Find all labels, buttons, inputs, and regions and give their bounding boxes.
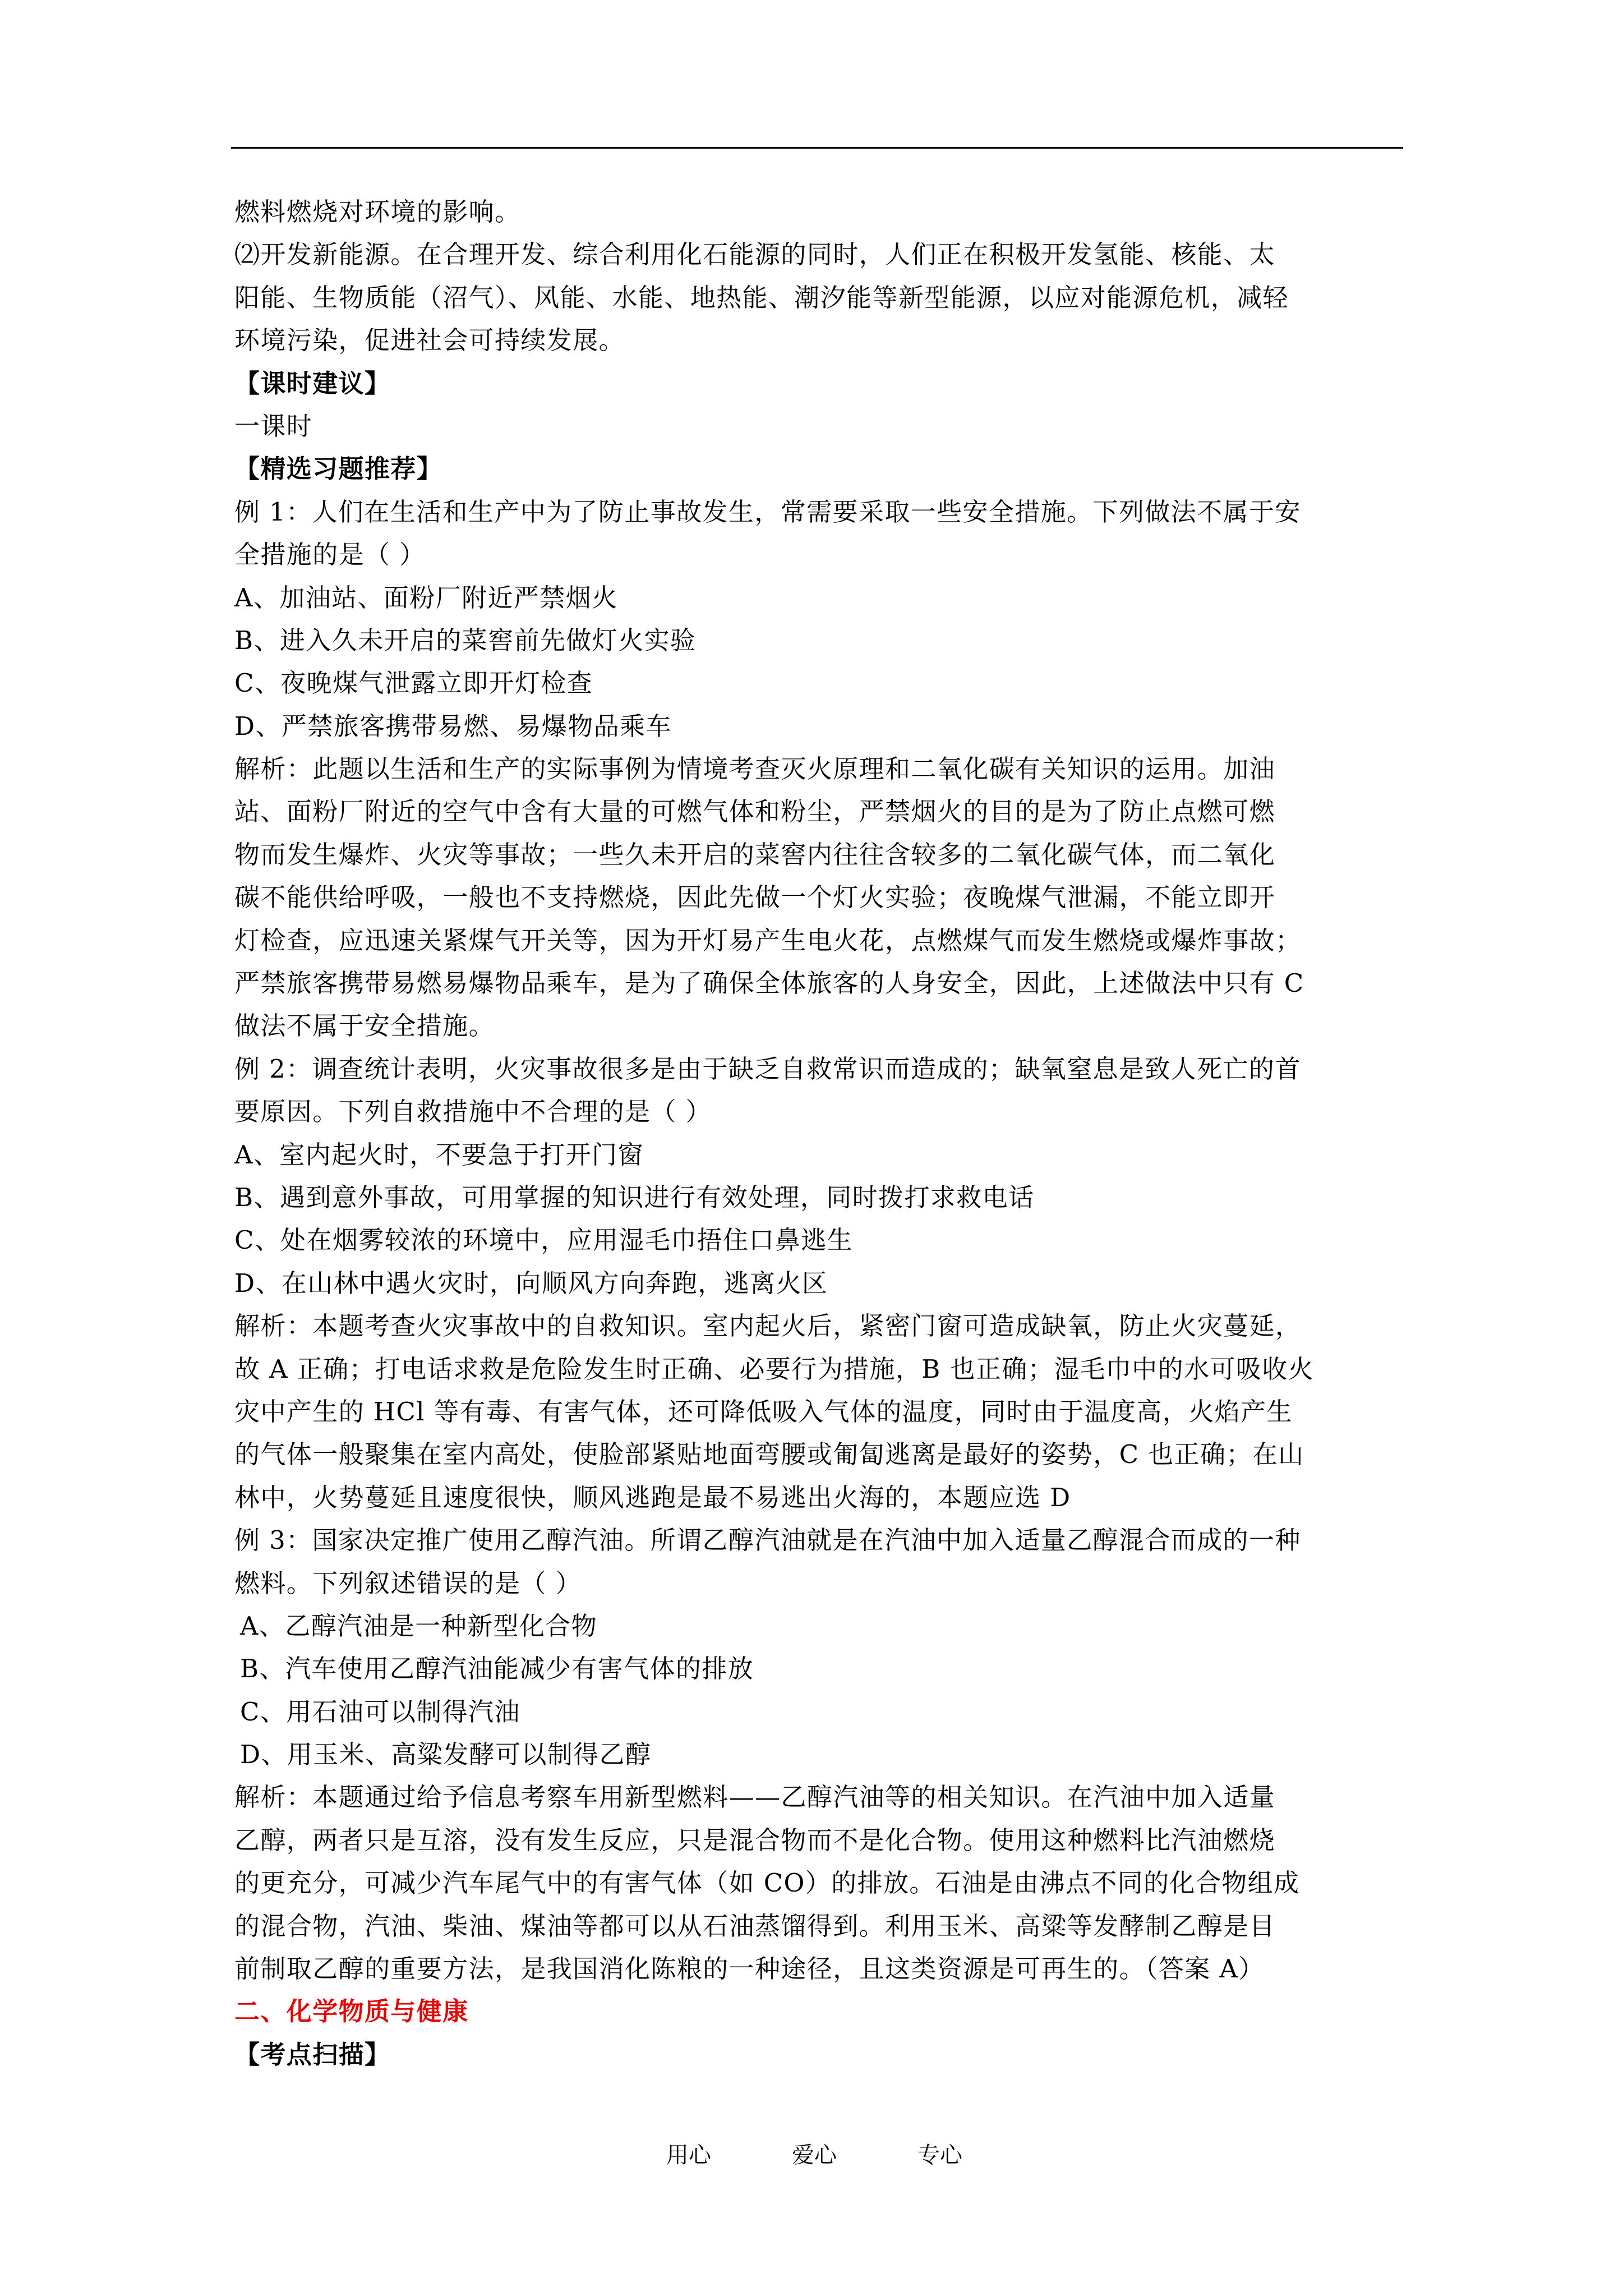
text-line: ⑵开发新能源。在合理开发、综合利用化石能源的同时，人们正在积极开发氢能、核能、太 bbox=[234, 240, 1276, 270]
option-line: C、处在烟雾较浓的环境中，应用湿毛巾捂住口鼻逃生 bbox=[234, 1225, 854, 1255]
section-label-lesson-advice: 【课时建议】 bbox=[234, 368, 391, 398]
option-line: B、遇到意外事故，可用掌握的知识进行有效处理，同时拨打求救电话 bbox=[234, 1182, 1035, 1212]
option-line: D、用玉米、高粱发酵可以制得乙醇 bbox=[240, 1740, 652, 1770]
page-footer bbox=[0, 2138, 1623, 2172]
text-line: 的更充分，可减少汽车尾气中的有害气体（如 CO）的排放。石油是由沸点不同的化合物组成 bbox=[234, 1868, 1300, 1898]
page-content bbox=[234, 191, 1412, 2076]
option-line: B、进入久未开启的菜窖前先做灯火实验 bbox=[234, 625, 697, 655]
option-line: D、在山林中遇火灾时，向顺风方向奔跑，逃离火区 bbox=[234, 1268, 828, 1298]
text-line: 阳能、生物质能（沼气）、风能、水能、地热能、潮汐能等新型能源，以应对能源危机，减轻 bbox=[234, 282, 1289, 312]
text-line: 灾中产生的 HCl 等有毒、有害气体，还可降低吸入气体的温度，同时由于温度高，火焰产生 bbox=[234, 1396, 1293, 1427]
option-line: A、加油站、面粉厂附近严禁烟火 bbox=[234, 582, 618, 613]
text-line: 碳不能供给呼吸，一般也不支持燃烧，因此先做一个灯火实验；夜晚煤气泄漏，不能立即开 bbox=[234, 882, 1276, 913]
analysis-line: 解析：本题通过给予信息考察车用新型燃料——乙醇汽油等的相关知识。在汽油中加入适量 bbox=[234, 1782, 1276, 1812]
option-line: C、夜晚煤气泄露立即开灯检查 bbox=[234, 668, 593, 698]
text-line: 全措施的是（ ） bbox=[234, 540, 426, 570]
text-line: 严禁旅客携带易燃易爆物品乘车，是为了确保全体旅客的人身安全，因此，上述做法中只有 C bbox=[234, 968, 1304, 999]
text-line: 要原因。下列自救措施中不合理的是（ ） bbox=[234, 1097, 712, 1127]
text-line: 燃料。下列叙述错误的是（ ） bbox=[234, 1568, 582, 1598]
section-label-selected-exercises: 【精选习题推荐】 bbox=[234, 454, 443, 484]
option-line: A、乙醇汽油是一种新型化合物 bbox=[240, 1611, 598, 1641]
option-line: C、用石油可以制得汽油 bbox=[240, 1696, 520, 1727]
header-rule bbox=[231, 147, 1403, 149]
text-line: 林中，火势蔓延且速度很快，顺风逃跑是最不易逃出火海的，本题应选 D bbox=[234, 1482, 1071, 1512]
section-label-key-points: 【考点扫描】 bbox=[234, 2039, 391, 2069]
text-line: 站、面粉厂附近的空气中含有大量的可燃气体和粉尘，严禁烟火的目的是为了防止点燃可燃 bbox=[234, 797, 1276, 827]
example-1-question: 例 1：人们在生活和生产中为了防止事故发生，常需要采取一些安全措施。下列做法不属于安 bbox=[234, 496, 1301, 527]
footer-text-middle: 爱心 bbox=[792, 2142, 837, 2168]
analysis-line: 解析：本题考查火灾事故中的自救知识。室内起火后，紧密门窗可造成缺氧，防止火灾蔓延， bbox=[234, 1311, 1302, 1341]
text-line: 物而发生爆炸、火灾等事故；一些久未开启的菜窖内往往含较多的二氧化碳气体，而二氧化 bbox=[234, 839, 1276, 869]
analysis-line: 解析：此题以生活和生产的实际事例为情境考查灭火原理和二氧化碳有关知识的运用。加油 bbox=[234, 754, 1276, 784]
text-line: 的气体一般聚集在室内高处，使脸部紧贴地面弯腰或匍匐逃离是最好的姿势，C 也正确；在山 bbox=[234, 1439, 1304, 1470]
text-line: 乙醇，两者只是互溶，没有发生反应，只是混合物而不是化合物。使用这种燃料比汽油燃烧 bbox=[234, 1825, 1276, 1855]
text-line: 故 A 正确；打电话求救是危险发生时正确、必要行为措施，B 也正确；湿毛巾中的水可吸收火 bbox=[234, 1354, 1315, 1384]
option-line: A、室内起火时，不要急于打开门窗 bbox=[234, 1139, 644, 1170]
example-3-question: 例 3：国家决定推广使用乙醇汽油。所谓乙醇汽油就是在汽油中加入适量乙醇混合而成的一种 bbox=[234, 1525, 1301, 1556]
section-heading-chemicals-health: 二、化学物质与健康 bbox=[234, 1996, 469, 2027]
text-line: 的混合物，汽油、柴油、煤油等都可以从石油蒸馏得到。利用玉米、高粱等发酵制乙醇是目 bbox=[234, 1911, 1276, 1941]
example-2-question: 例 2：调查统计表明，火灾事故很多是由于缺乏自救常识而造成的；缺氧窒息是致人死亡的首 bbox=[234, 1053, 1301, 1084]
text-line: 前制取乙醇的重要方法，是我国消化陈粮的一种途径，且这类资源是可再生的。（答案 A） bbox=[234, 1954, 1265, 1984]
text-line: 一课时 bbox=[234, 411, 313, 441]
text-line: 环境污染，促进社会可持续发展。 bbox=[234, 325, 625, 356]
text-line: 做法不属于安全措施。 bbox=[234, 1011, 495, 1041]
option-line: B、汽车使用乙醇汽油能减少有害气体的排放 bbox=[240, 1654, 754, 1684]
footer-text-right: 专心 bbox=[917, 2142, 962, 2168]
option-line: D、严禁旅客携带易燃、易爆物品乘车 bbox=[234, 711, 672, 741]
footer-text-left: 用心 bbox=[666, 2142, 711, 2168]
text-line: 燃料燃烧对环境的影响。 bbox=[234, 197, 521, 227]
text-line: 灯检查，应迅速关紧煤气开关等，因为开灯易产生电火花，点燃煤气而发生燃烧或爆炸事故； bbox=[234, 925, 1302, 955]
